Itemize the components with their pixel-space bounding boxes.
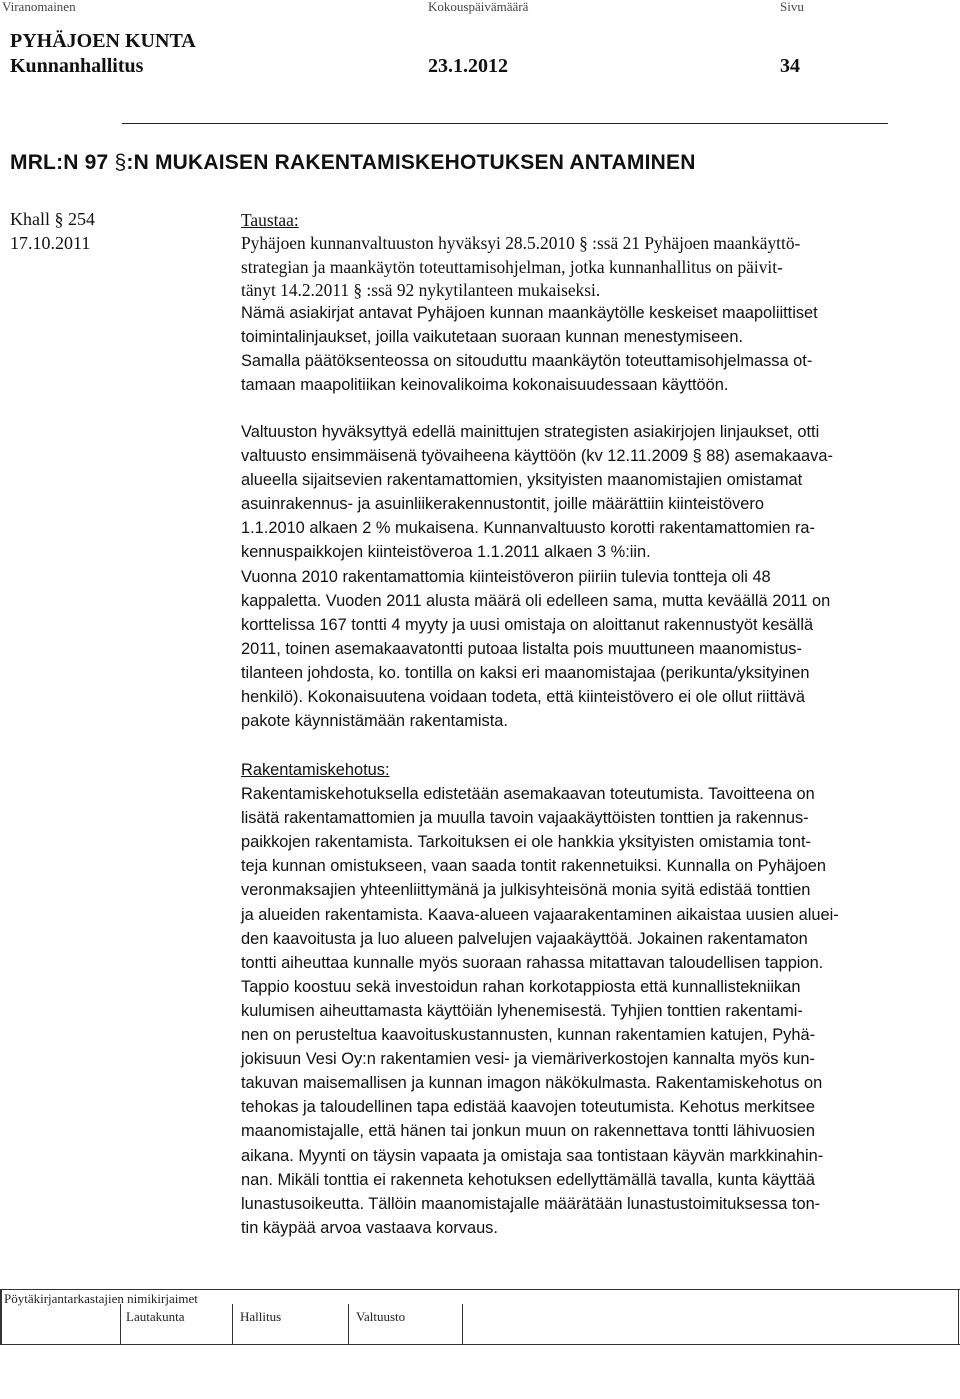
header-label-page: Sivu bbox=[780, 0, 804, 14]
council-line: tilanteen johdosta, ko. tontilla on kaksi eri maanomistajaa (perikunta/yksityinen bbox=[241, 663, 810, 682]
council-line: Vuonna 2010 rakentamattomia kiinteistöveron piiriin tulevia tontteja oli 48 bbox=[241, 567, 771, 586]
council-section bbox=[241, 420, 931, 733]
council-line: alueella sijaitsevien rakentamattomien, yksityisten maanomistajien omistamat bbox=[241, 471, 803, 490]
header-label-authority: Viranomainen bbox=[2, 0, 76, 14]
council-line: korttelissa 167 tontti 4 myyty ja uusi omistaja on aloittanut rakennustyöt kesällä bbox=[241, 615, 814, 634]
council-line: henkilö). Kokonaisuutena voidaan todeta, että kiinteistövero ei ole ollut riittävä bbox=[241, 688, 806, 707]
order-line: den kaavoitusta ja luo alueen palvelujen vajaakäyttöä. Jokainen rakentamaton bbox=[241, 929, 808, 948]
background-line: tänyt 14.2.2011 § :ssä 92 nykytilanteen mukaiseksi. bbox=[241, 279, 601, 300]
document-title bbox=[10, 150, 696, 176]
order-line: nen on perusteltua kaavoituskustannusten, kunnan rakentamien katujen, Pyhä- bbox=[241, 1026, 816, 1045]
background-line: Samalla päätöksenteossa on sitouduttu maankäytön toteuttamisohjelmassa ot- bbox=[241, 352, 813, 371]
order-line: kulumisen aiheuttamasta käyttöiän lyhenemisestä. Tyhjien tonttien rakentami- bbox=[241, 1001, 803, 1020]
council-line: valtuusto ensimmäisenä työvaiheena käyttöön (kv 12.11.2009 § 88) asemakaava- bbox=[241, 447, 833, 466]
order-line: tontti aiheuttaa kunnalle myös suoraan rahassa mitattavan taloudellisen tappion. bbox=[241, 953, 824, 972]
meta-number: 254 bbox=[68, 209, 95, 229]
footer-left-border bbox=[0, 1289, 2, 1344]
footer-col-divider-3 bbox=[348, 1304, 349, 1344]
footer-col-divider-4 bbox=[462, 1304, 463, 1344]
council-line: pakote käynnistämään rakentamista. bbox=[241, 712, 508, 731]
order-line: ja alueiden rakentamista. Kaava-alueen vajaarakentaminen aikaistaa uusien aluei- bbox=[241, 905, 839, 924]
meta-section-ref bbox=[10, 208, 95, 230]
section-sign-icon: § bbox=[54, 209, 64, 229]
order-line: takuvan maisemallisen ja kunnan imagon näkökulmasta. Rakentamiskehotus on bbox=[241, 1074, 823, 1093]
construction-order-section bbox=[241, 758, 931, 1240]
meeting-body: Kunnanhallitus bbox=[10, 55, 144, 77]
title-part-2: :N MUKAISEN RAKENTAMISKEHOTUKSEN ANTAMINEN bbox=[126, 151, 696, 174]
footer-col-government: Hallitus bbox=[240, 1309, 282, 1324]
footer-col-divider-1 bbox=[120, 1304, 121, 1344]
header-divider bbox=[122, 123, 888, 124]
meta-khall: Khall bbox=[10, 209, 50, 229]
order-line: maanomistajalle, että hänen tai jonkun muun on rakennettava tontti lähivuosien bbox=[241, 1122, 816, 1141]
page-number: 34 bbox=[780, 55, 800, 77]
background-line: tamaan maapolitiikan keinovalikoima kokonaisuudessaan käyttöön. bbox=[241, 376, 729, 395]
background-line: toimintalinjaukset, joilla vaikutetaan suoraan kunnan menestymiseen. bbox=[241, 328, 744, 347]
order-line: Tappio koostuu sekä investoidun rahan korkotappiosta että kunnallistekniikan bbox=[241, 977, 801, 996]
background-section bbox=[241, 208, 931, 398]
order-line: jokisuun Vesi Oy:n rakentamien vesi- ja viemäriverkostojen kannalta myös kun- bbox=[241, 1050, 815, 1069]
background-line: strategian ja maankäytön toteuttamisohjelman, jotka kunnanhallitus on päivit- bbox=[241, 256, 783, 277]
footer-col-divider-2 bbox=[232, 1304, 233, 1344]
footer-heading: Pöytäkirjantarkastajien nimikirjaimet bbox=[4, 1291, 198, 1306]
order-line: tin käypää arvoa vastaava korvaus. bbox=[241, 1218, 498, 1237]
construction-order-heading: Rakentamiskehotus: bbox=[241, 761, 390, 779]
footer-col-board: Lautakunta bbox=[126, 1309, 185, 1324]
organization-name: PYHÄJOEN KUNTA bbox=[10, 30, 196, 52]
order-line: nan. Mikäli tonttia ei rakenneta kehotuksen edellyttämällä tavalla, kunta käyttää bbox=[241, 1170, 816, 1189]
council-line: 1.1.2010 alkaen 2 % mukaisena. Kunnanvaltuusto korotti rakentamattomien ra- bbox=[241, 519, 816, 538]
meta-date: 17.10.2011 bbox=[10, 233, 91, 253]
order-line: teja kunnan omistukseen, vaan saada tontit rakennetuiksi. Kunnalla on Pyhäjoen bbox=[241, 857, 826, 876]
council-line: Valtuuston hyväksyttyä edellä mainittujen strategisten asiakirjojen linjaukset, otti bbox=[241, 423, 820, 441]
order-line: Rakentamiskehotuksella edistetään asemakaavan toteutumista. Tavoitteena on bbox=[241, 785, 815, 804]
header-label-date: Kokouspäivämäärä bbox=[428, 0, 529, 14]
section-sign-icon: § bbox=[114, 151, 127, 174]
council-line: 2011, toinen asemakaavatontti putoaa listalta pois muuttuneen maanomistus- bbox=[241, 639, 802, 658]
order-line: aikana. Myynti on täysin vapaata ja omistaja saa tontistaan käyvän markkinahin- bbox=[241, 1146, 824, 1165]
council-line: kappaletta. Vuoden 2011 alusta määrä oli edelleen sama, mutta keväällä 2011 on bbox=[241, 591, 831, 610]
background-line: Pyhäjoen kunnanvaltuuston hyväksyi 28.5.2010 § :ssä 21 Pyhäjoen maankäyttö- bbox=[241, 233, 801, 254]
footer-col-council: Valtuusto bbox=[356, 1309, 406, 1324]
council-line: asuinrakennus- ja asuinliikerakennustontit, joille määrättiin kiinteistövero bbox=[241, 495, 764, 514]
order-line: tehokas ja taloudellinen tapa edistää kaavojen toteutumista. Kehotus merkitsee bbox=[241, 1098, 816, 1117]
footer-right-border bbox=[958, 1289, 959, 1344]
council-line: kennuspaikkojen kiinteistöveroa 1.1.2011 alkaen 3 %:iin. bbox=[241, 543, 651, 562]
meeting-date: 23.1.2012 bbox=[428, 55, 508, 77]
title-part-1: MRL:N 97 bbox=[10, 151, 109, 174]
background-heading: Taustaa: bbox=[241, 210, 299, 230]
order-line: lisätä rakentamattomien ja muulla tavoin vajaakäyttöisten tonttien ja rakennus- bbox=[241, 809, 809, 828]
footer-top-border bbox=[0, 1289, 960, 1290]
footer-bottom-border bbox=[0, 1344, 960, 1345]
background-line: Nämä asiakirjat antavat Pyhäjoen kunnan maankäytölle keskeiset maapoliittiset bbox=[241, 304, 818, 323]
order-line: veronmaksajien yhteenliittymänä ja julkisyhteisönä monia syitä edistää tonttien bbox=[241, 881, 811, 900]
order-line: lunastusoikeutta. Tällöin maanomistajalle määrätään lunastustoimituksessa ton- bbox=[241, 1194, 821, 1213]
order-line: paikkojen rakentamista. Tarkoituksen ei ole hankkia yksityisten omistamia tont- bbox=[241, 833, 811, 852]
